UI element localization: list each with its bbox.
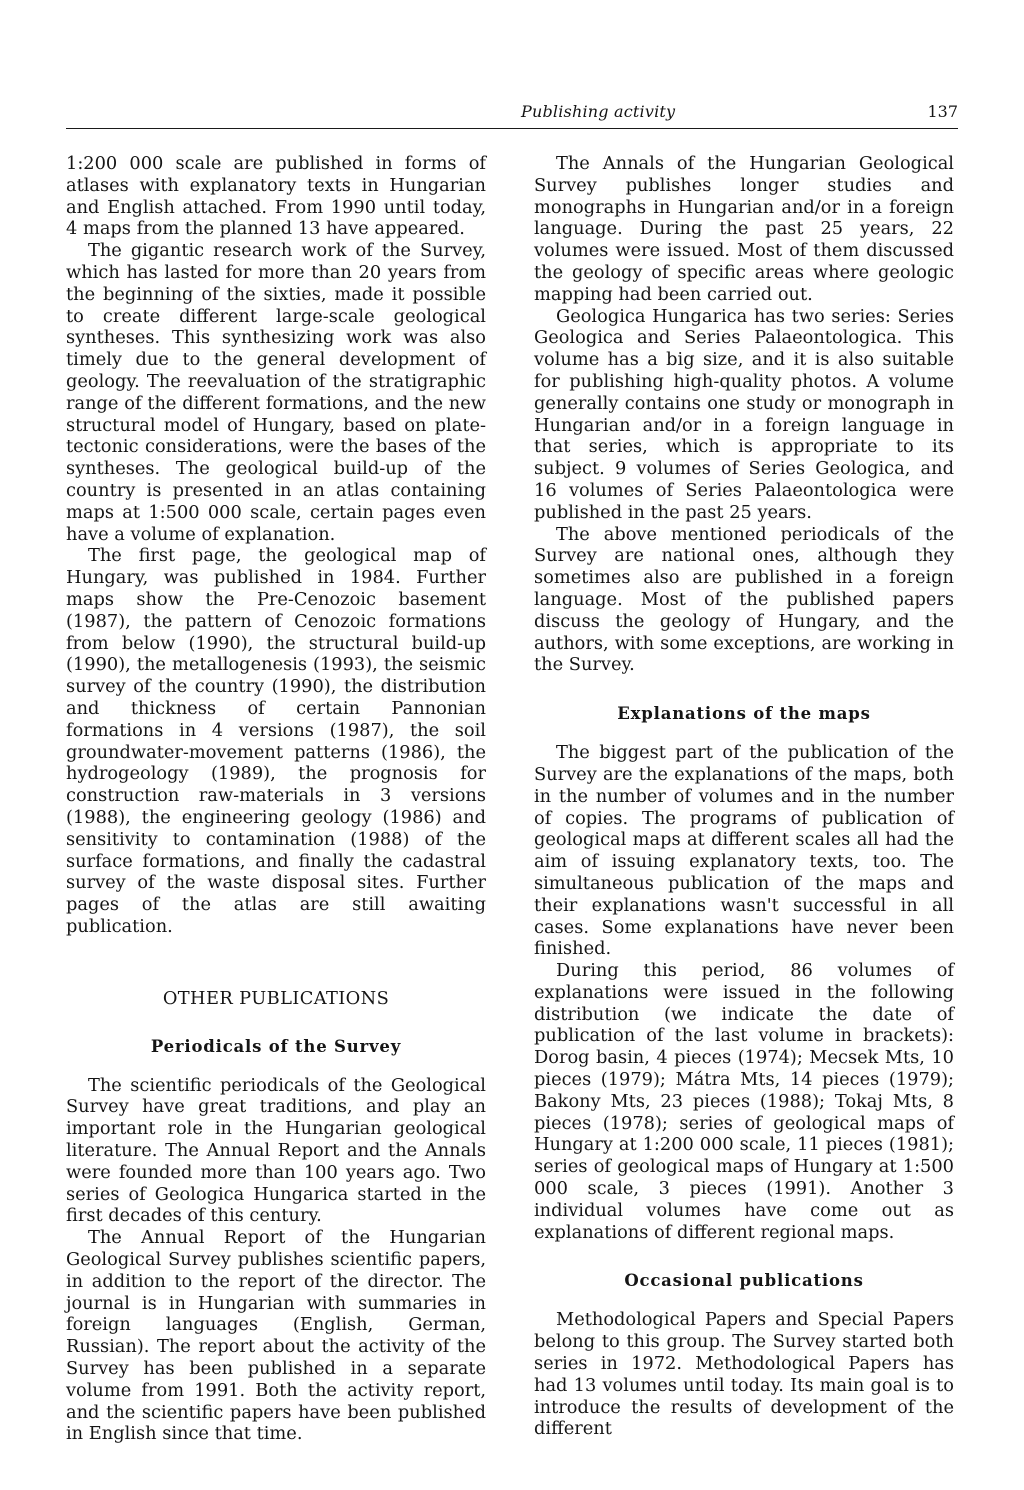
paragraph: The scientific periodicals of the Geological Survey have great traditions, and play an important role in the Hungarian geological literature. The Annual Report and the Annals were founded more than 100 years ago. Two series of Geologica Hungarica started in the first decades of this century.	[66, 1074, 486, 1227]
paragraph: The biggest part of the publication of the Survey are the explanations of the maps, both in the number of volumes and in the number of copies. The programs of publication of geological maps at different scales all had the aim of issuing explanatory texts, too. The simultaneous publication of the maps and their explanations wasn't successful in all cases. Some explanations have never been finished.	[534, 742, 954, 960]
paragraph: During this period, 86 volumes of explanations were issued in the following distribution (we indicate the date of publication of the last volume in brackets): Dorog basin, 4 pieces (1974); Mecsek Mts, 10 pieces (1979); Mátra Mts, 14 pieces (1979); Bakony Mts, 23 pieces (1988); Tokaj Mts, 8 pieces (1978); series of geological maps of Hungary at 1:200 000 scale, 11 pieces (1981); series of geological maps of Hungary at 1:500 000 scale, 3 pieces (1991). Another 3 individual volumes have come out as explanations of different regional maps.	[534, 960, 954, 1243]
running-title: Publishing activity	[521, 102, 676, 121]
paragraph: The first page, the geological map of Hungary, was published in 1984. Further maps show the Pre-Cenozoic basement (1987), the pattern of Cenozoic formations from below (1990), the structural build-up (1990), the metallogenesis (1993), the seismic survey of the country (1990), the distribution and thickness of certain Pannonian formations in 4 versions (1987), the soil groundwater-movement patterns (1986), the hydrogeology (1989), the prognosis for construction raw-materials in 3 versions (1988), the engineering geology (1986) and sensitivity to contamination (1988) of the surface formations, and finally the cadastral survey of the waste disposal sites. Further pages of the atlas are still awaiting publication.	[66, 545, 486, 937]
running-header	[66, 100, 958, 129]
paragraph: Geologica Hungarica has two series: Series Geologica and Series Palaeontologica. This volume has a big size, and it is also suitable for publishing high-quality photos. A volume generally contains one study or monograph in Hungarian and/or in a foreign language in that series, which is appropriate to its subject. 9 volumes of Series Geologica, and 16 volumes of Series Palaeontologica were published in the past 25 years.	[534, 305, 954, 523]
paragraph: Methodological Papers and Special Papers belong to this group. The Survey started both series in 1972. Methodological Papers has had 13 volumes until today. Its main goal is to introduce the results of development of the different	[534, 1309, 954, 1440]
subheading-explanations: Explanations of the maps	[617, 704, 871, 724]
page-number: 137	[927, 102, 958, 121]
paragraph: The above mentioned periodicals of the Survey are national ones, although they sometimes also are published in a foreign language. Most of the published papers discuss the geology of Hungary, and the authors, with some exceptions, are working in the Survey.	[534, 523, 954, 676]
paragraph: The gigantic research work of the Survey, which has lasted for more than 20 years from the beginning of the sixties, made it possible to create different large-scale geological syntheses. This synthesizing work was also timely due to the general development of geology. The reevaluation of the stratigraphic range of the different formations, and the new structural model of Hungary, based on plate-tectonic considerations, were the bases of the syntheses. The geological build-up of the country is presented in an atlas containing maps at 1:500 000 scale, certain pages even have a volume of explanation.	[66, 240, 486, 545]
left-column	[66, 153, 486, 1445]
paragraph: 1:200 000 scale are published in forms of atlases with explanatory texts in Hungarian and English attached. From 1990 until today, 4 maps from the planned 13 have appeared.	[66, 153, 486, 240]
paragraph: The Annals of the Hungarian Geological Survey publishes longer studies and monographs in Hungarian and/or in a foreign language. During the past 25 years, 22 volumes were issued. Most of them discussed the geology of specific areas where geologic mapping had been carried out.	[534, 153, 954, 305]
subheading-occasional: Occasional publications	[624, 1271, 864, 1291]
right-column	[534, 153, 954, 1440]
subheading-periodicals: Periodicals of the Survey	[150, 1036, 402, 1056]
section-heading-other-publications: OTHER PUBLICATIONS	[162, 987, 390, 1009]
paragraph: The Annual Report of the Hungarian Geological Survey publishes scientific papers, in addition to the report of the director. The journal is in Hungarian with summaries in foreign languages (English, German, Russian). The report about the activity of the Survey has been published in a separate volume from 1991. Both the activity report, and the scientific papers have been published in English since that time.	[66, 1227, 486, 1445]
